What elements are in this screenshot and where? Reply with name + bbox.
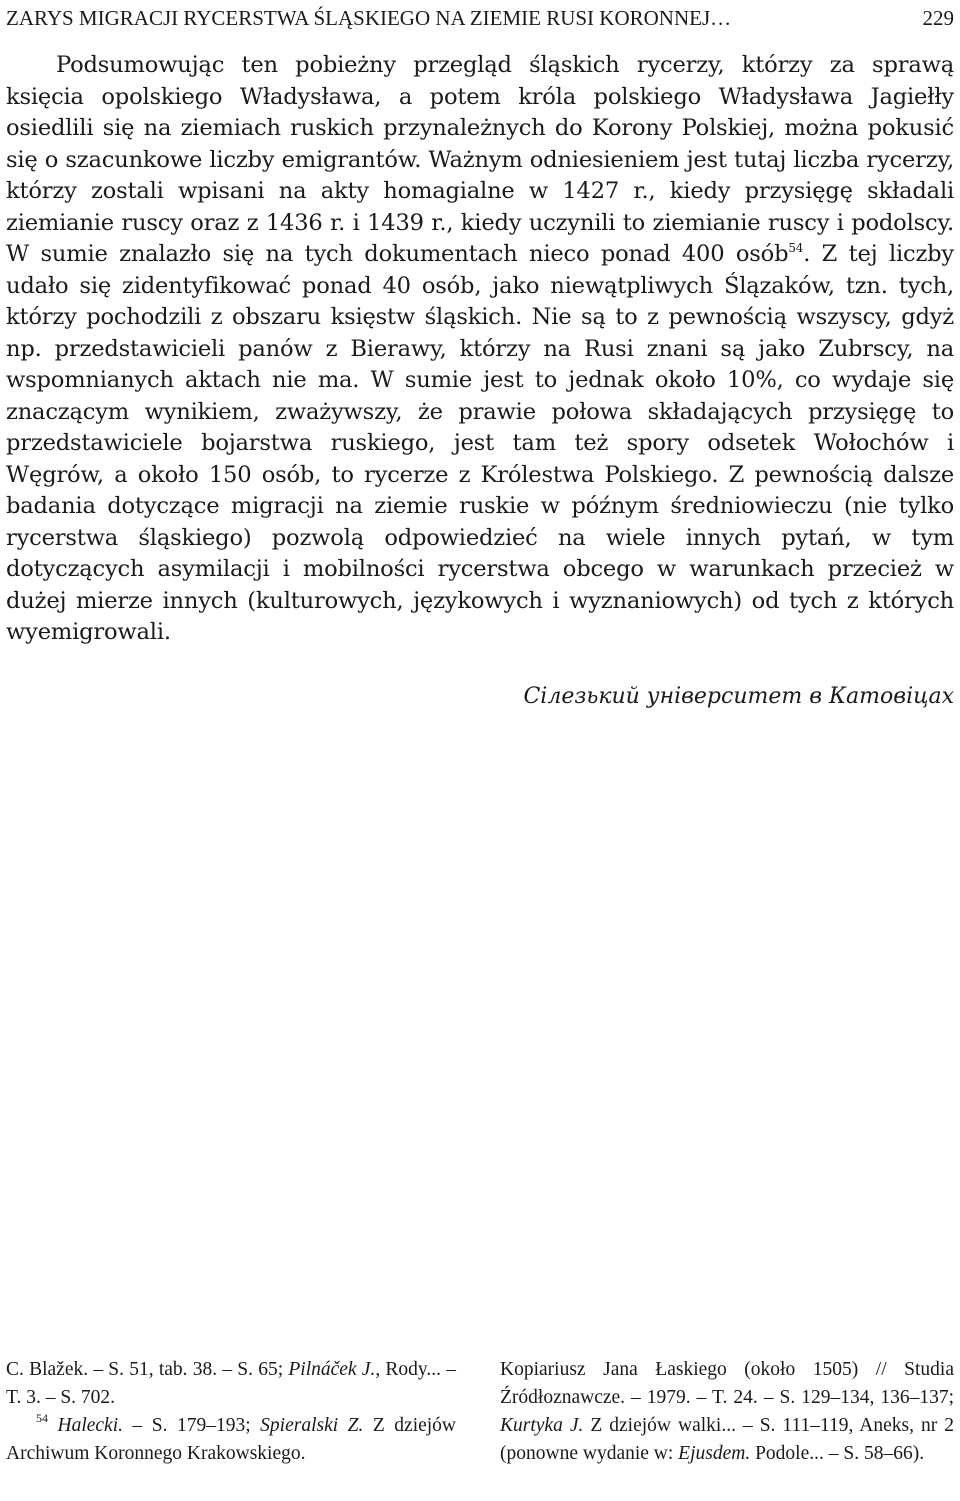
- footnote-continuation: [500, 1356, 954, 1468]
- footnote-text: Kopiariusz Jana Łaskiego (około 1505) // Studia Źródłoznawcze. – 1979. – T. 24. – S. 129–134, 136–137;: [500, 1359, 954, 1408]
- footnotes-left-column: [6, 1356, 456, 1468]
- footnote-author: Spieralski Z.: [260, 1415, 364, 1436]
- main-text: [6, 50, 954, 649]
- footnote-text: Podole... – S. 58–66).: [750, 1443, 925, 1464]
- author-affiliation: Сілезький університет в Катовіцах: [523, 684, 954, 709]
- running-header: [6, 6, 954, 36]
- footnotes: [6, 1356, 954, 1468]
- footnote-author: Ejusdem.: [678, 1443, 751, 1464]
- footnote-reference[interactable]: 54: [788, 241, 804, 255]
- footnote-author: Halecki.: [48, 1415, 124, 1436]
- running-title: ZARYS MIGRACJI RYCERSTWA ŚLĄSKIEGO NA ZIEMIE RUSI KORONNEJ…: [6, 6, 732, 30]
- footnote-text: , Rody... – T. 3. – S. 702.: [6, 1359, 456, 1408]
- footnote-54: [6, 1412, 456, 1468]
- footnote-continuation: [6, 1356, 456, 1412]
- paragraph-text-2: . Z tej liczby udało się zidentyfikować ponad 40 osób, jako niewątpliwych Ślązaków, tzn. tych, którzy pochodzili z obszaru księstw śląskich. Nie są to z pewnością wszyscy, gdyż np. przedstawicieli panów z Bierawy, którzy na Rusi znani są jako Zubrscy, na wspomnianych aktach nie ma. W sumie jest to jednak około 10%, co wydaje się znaczącym wynikiem, zważywszy, że prawie połowa składających przysięgę to przedstawiciele bojarstwa ruskiego, jest tam też spory odsetek Wołochów i Węgrów, a około 150 osób, to rycerze z Królestwa Polskiego. Z pewnością dalsze badania dotyczące migracji na ziemie ruskie w późnym średniowieczu (nie tylko rycerstwa śląskiego) pozwolą odpowiedzieć na wiele innych pytań, w tym dotyczących asymilacji i mobilności rycerstwa obcego w warunkach przecież w dużej mierze innych (kulturowych, językowych i wyznaniowych) od tych z których wyemigrowali.: [6, 241, 954, 645]
- footnote-number: 54: [36, 1411, 48, 1425]
- footnotes-right-column: [500, 1356, 954, 1468]
- footnote-author: Kurtyka J.: [500, 1415, 584, 1436]
- page-number: 229: [922, 6, 954, 30]
- footnote-text: – S. 179–193;: [123, 1415, 261, 1436]
- footnote-author: Pilnáček J.: [288, 1359, 376, 1380]
- paragraph: [6, 50, 954, 649]
- footnote-text: C. Blažek. – S. 51, tab. 38. – S. 65;: [6, 1359, 289, 1380]
- footnote-text: Z dziejów walki... – S. 111–119, Aneks, nr 2 (ponowne wydanie w:: [500, 1415, 954, 1464]
- paragraph-text-1: Podsumowując ten pobieżny przegląd śląskich rycerzy, którzy za sprawą księcia opolskiego Władysława, a potem króla polskiego Władysława Jagiełły osiedlili się na ziemiach ruskich przynależnych do Korony Polskiej, można pokusić się o szacunkowe liczby emigrantów. Ważnym odniesieniem jest tutaj liczba rycerzy, którzy zostali wpisani na akty homagialne w 1427 r., kiedy przysięgę składali ziemianie ruscy oraz z 1436 r. i 1439 r., kiedy uczynili to ziemianie ruscy i podolscy. W sumie znalazło się na tych dokumentach nieco ponad 400 osób: [6, 52, 954, 267]
- footnote-text: Z dziejów Archiwum Koronnego Krakowskiego.: [6, 1415, 457, 1464]
